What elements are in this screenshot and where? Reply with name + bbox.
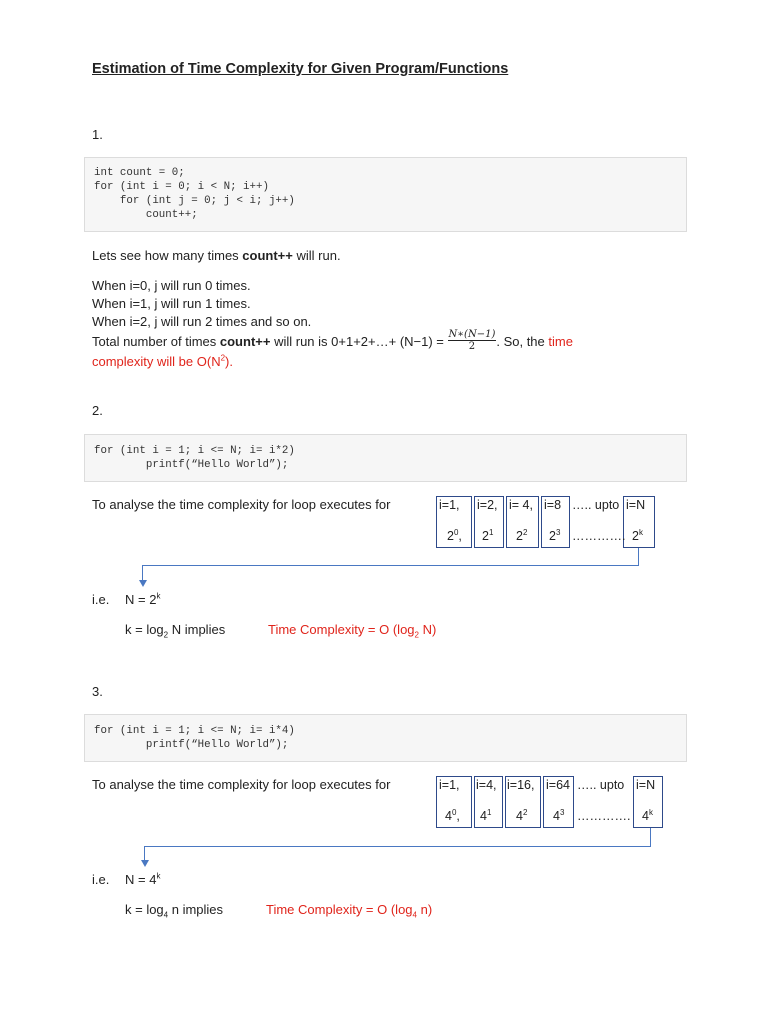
iteration-power	[480, 809, 491, 823]
text-span: N = 4	[125, 872, 157, 887]
connector-line	[638, 548, 639, 565]
analyse-text-3: To analyse the time complexity for loop executes for	[92, 777, 391, 792]
code-line: count++;	[94, 209, 198, 221]
subscript: 4	[412, 910, 417, 920]
base: 4	[516, 809, 523, 823]
subscript: 4	[163, 910, 169, 920]
iteration-power	[553, 809, 564, 823]
iteration-top-label: i=N	[626, 498, 646, 512]
base: 2	[482, 529, 489, 543]
base: 2	[632, 529, 639, 543]
iteration-power	[516, 809, 527, 823]
iteration-top-label: i=2,	[477, 498, 498, 512]
section-2-number: 2.	[92, 403, 103, 418]
text-span: k = log	[125, 622, 164, 637]
base: 4	[553, 809, 560, 823]
text-span: will run is 0+1+2+…+ (N−1) =	[270, 333, 448, 349]
connector-line	[142, 565, 143, 580]
arrow-down-icon	[139, 580, 147, 587]
iteration-power	[445, 809, 460, 823]
connector-line	[650, 828, 651, 846]
time-complexity-result	[268, 622, 437, 640]
subscript: 2	[414, 630, 419, 640]
iteration-top-label: i=8	[544, 498, 562, 512]
fraction	[448, 329, 497, 352]
exponent: k	[638, 527, 643, 537]
base: 2	[549, 529, 556, 543]
text-span: will run.	[292, 248, 341, 263]
text-span: ).	[225, 354, 233, 369]
iteration-ellipsis: ………….	[572, 529, 626, 543]
iteration-top-label: i=1,	[439, 778, 460, 792]
text-span: Lets see how many times	[92, 248, 243, 263]
iteration-power	[516, 529, 527, 543]
code-block-1	[84, 157, 687, 232]
base: 2	[447, 529, 454, 543]
text-span: complexity will be O(N	[92, 354, 221, 369]
text-span: k = log	[125, 902, 164, 917]
text-span: N implies	[168, 622, 226, 637]
iteration-power	[632, 529, 643, 543]
suffix: ,	[456, 809, 460, 823]
k-log-line	[125, 622, 226, 640]
analyse-text-2: To analyse the time complexity for loop executes for	[92, 497, 391, 512]
iteration-top-label: i=4,	[476, 778, 497, 792]
code-block-2	[84, 434, 687, 482]
superscript: k	[156, 591, 161, 601]
text-span: n)	[416, 902, 433, 917]
iteration-top-label: i=64	[546, 778, 570, 792]
bold-text: count++	[219, 333, 271, 349]
exponent: 2	[522, 807, 528, 817]
fraction-denominator: 2	[468, 341, 476, 352]
code-line: for (int i = 1; i <= N; i= i*2)	[94, 445, 295, 457]
code-line: printf(“Hello World”);	[94, 739, 289, 751]
equation	[125, 592, 160, 607]
text-span: Time Complexity = O (log	[266, 902, 413, 917]
ie-label: i.e.	[92, 592, 110, 607]
text-span: Total number of times	[92, 333, 220, 349]
code-block-3	[84, 714, 687, 762]
connector-line	[144, 846, 651, 847]
when-line-2: When i=2, j will run 2 times and so on.	[92, 314, 312, 329]
iteration-top-label: i=16,	[507, 778, 535, 792]
iteration-top-label: i=N	[636, 778, 656, 792]
iteration-top-label: i=1,	[439, 498, 460, 512]
text-span: N)	[418, 622, 437, 637]
code-line: for (int i = 1; i <= N; i= i*4)	[94, 725, 295, 737]
arrow-down-icon	[141, 860, 149, 867]
exponent: 1	[486, 807, 492, 817]
intro-text	[92, 248, 341, 263]
base: 2	[516, 529, 523, 543]
page-title: Estimation of Time Complexity for Given Program/Functions	[92, 61, 509, 77]
exponent: 2	[522, 527, 528, 537]
text-span: n implies	[168, 902, 224, 917]
iteration-top-label: i= 4,	[509, 498, 533, 512]
red-text: time	[548, 333, 573, 349]
superscript: k	[156, 871, 161, 881]
code-line: for (int j = 0; j < i; j++)	[94, 195, 295, 207]
complexity-line	[92, 354, 233, 369]
connector-line	[144, 846, 145, 860]
iteration-power	[642, 809, 653, 823]
when-line-0: When i=0, j will run 0 times.	[92, 278, 251, 293]
base: 4	[445, 809, 452, 823]
iteration-top-label: ….. upto	[577, 778, 625, 792]
connector-line	[142, 565, 639, 566]
superscript: 2	[220, 353, 226, 363]
base: 4	[480, 809, 487, 823]
exponent: 0	[451, 807, 457, 817]
bold-text: count++	[242, 248, 293, 263]
code-line: int count = 0;	[94, 167, 185, 179]
fraction-numerator: N∗(N−1)	[448, 329, 496, 340]
subscript: 2	[163, 630, 169, 640]
section-3-number: 3.	[92, 684, 103, 699]
section-1-number: 1.	[92, 127, 103, 142]
iteration-power	[447, 529, 462, 543]
ie-label: i.e.	[92, 872, 110, 887]
code-line: for (int i = 0; i < N; i++)	[94, 181, 269, 193]
total-line	[92, 329, 573, 352]
when-line-1: When i=1, j will run 1 times.	[92, 296, 251, 311]
base: 4	[642, 809, 649, 823]
suffix: ,	[458, 529, 462, 543]
exponent: 3	[559, 807, 565, 817]
exponent: 1	[488, 527, 494, 537]
k-log-line	[125, 902, 224, 920]
exponent: k	[648, 807, 653, 817]
exponent: 3	[555, 527, 561, 537]
exponent: 0	[453, 527, 459, 537]
iteration-power	[482, 529, 493, 543]
equation	[125, 872, 160, 887]
text-span: Time Complexity = O (log	[268, 622, 415, 637]
time-complexity-result	[266, 902, 433, 920]
iteration-top-label: ….. upto	[572, 498, 620, 512]
code-line: printf(“Hello World”);	[94, 459, 289, 471]
text-span: . So, the	[496, 333, 549, 349]
iteration-ellipsis: ………….	[577, 809, 631, 823]
text-span: N = 2	[125, 592, 157, 607]
iteration-power	[549, 529, 560, 543]
